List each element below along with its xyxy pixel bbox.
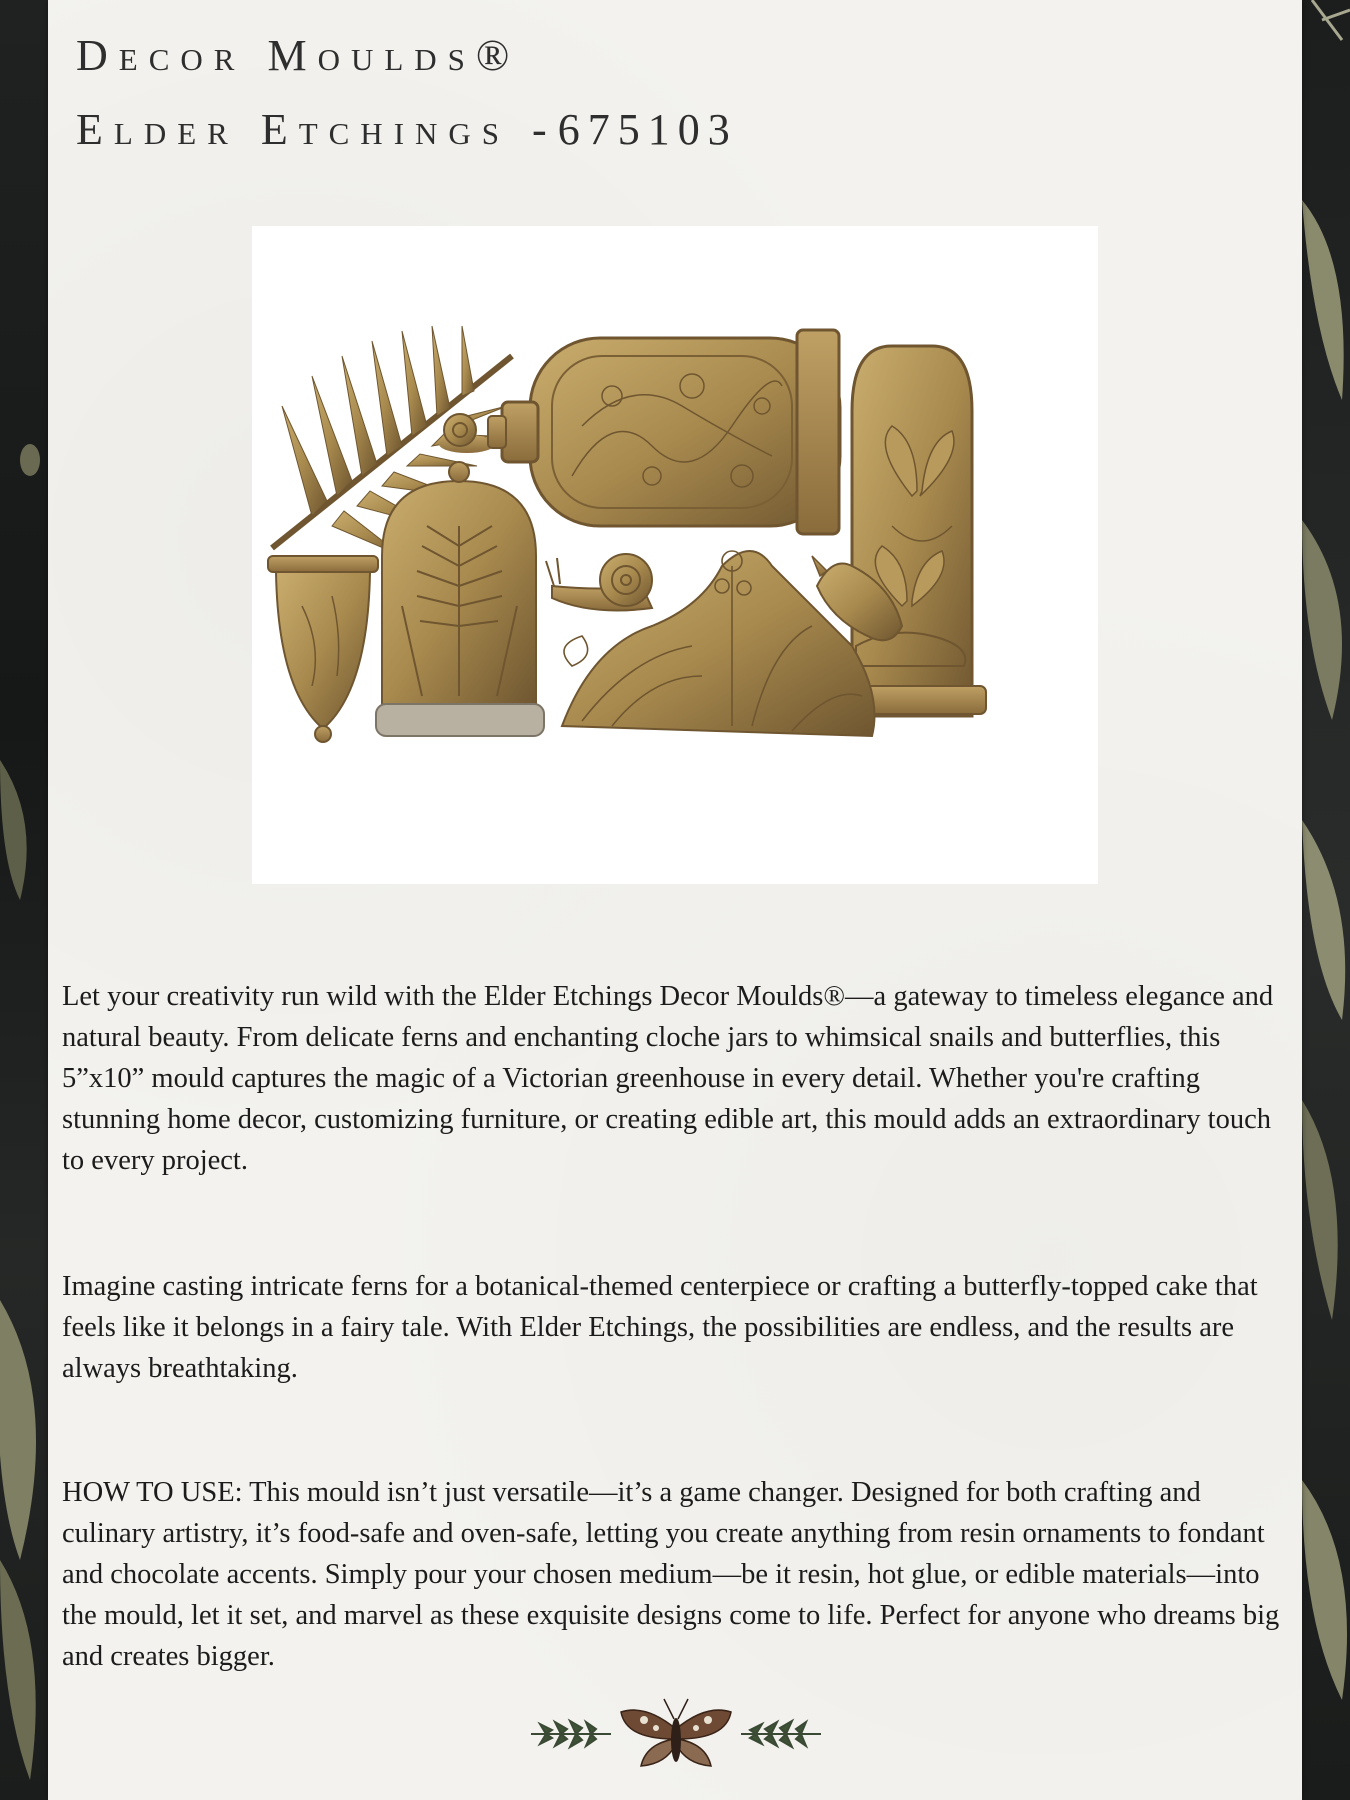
product-heading xyxy=(76,105,738,154)
product-image xyxy=(252,226,1098,884)
how-to-use-paragraph: HOW TO USE: This mould isn’t just versatile—it’s a game changer. Designed for both crafting and culinary artistry, it’s food-safe and oven-safe, letting you create anything from resin ornaments to fondant and chocolate accents. Simply pour your chosen medium—be it resin, hot glue, or edible materials—into the mould, let it set, and marvel as these exquisite designs come to life. Perfect for anyone who dreams big and creates bigger. xyxy=(62,1477,1280,1672)
snail-piece xyxy=(546,554,652,610)
bottle-panel-piece xyxy=(488,330,840,534)
brand-heading xyxy=(76,31,521,80)
description-paragraph-1: Let your creativity run wild with the Elder Etchings Decor Moulds®—a gateway to timeless elegance and natural beauty. From delicate ferns and enchanting cloche jars to whimsical snails and butterflies, this 5”x10” mould captures the magic of a Victorian greenhouse in every detail. Whether you're crafting stunning home decor, customizing furniture, or creating edible art, this mould adds an extraordinary touch to every project. xyxy=(62,981,1274,1176)
fern-cloche-piece xyxy=(376,462,544,736)
product-title: Elder Etchings - xyxy=(76,105,558,154)
product-code: 675103 xyxy=(557,105,738,154)
left-leaf-decoration xyxy=(0,0,48,1800)
brand-title: Decor Moulds® xyxy=(76,31,521,80)
right-dark-background xyxy=(1302,0,1350,1800)
paper-panel xyxy=(48,0,1302,1800)
moth xyxy=(621,1699,731,1766)
description-paragraph-2: Imagine casting intricate ferns for a botanical-themed centerpiece or crafting a butterfly-topped cake that feels like it belongs in a fairy tale. With Elder Etchings, the possibilities are endless, and the results are always breathtaking. xyxy=(62,1271,1258,1384)
left-dark-background xyxy=(0,0,48,1800)
right-leaf-decoration xyxy=(1302,0,1350,1800)
butterfly-panel-piece xyxy=(844,346,986,716)
moth-ornament-icon xyxy=(526,1694,826,1774)
small-urn-piece xyxy=(268,556,378,742)
left-fern-sprig xyxy=(531,1721,611,1747)
mould-pieces-illustration xyxy=(252,226,1098,884)
right-fern-sprig xyxy=(741,1721,821,1747)
